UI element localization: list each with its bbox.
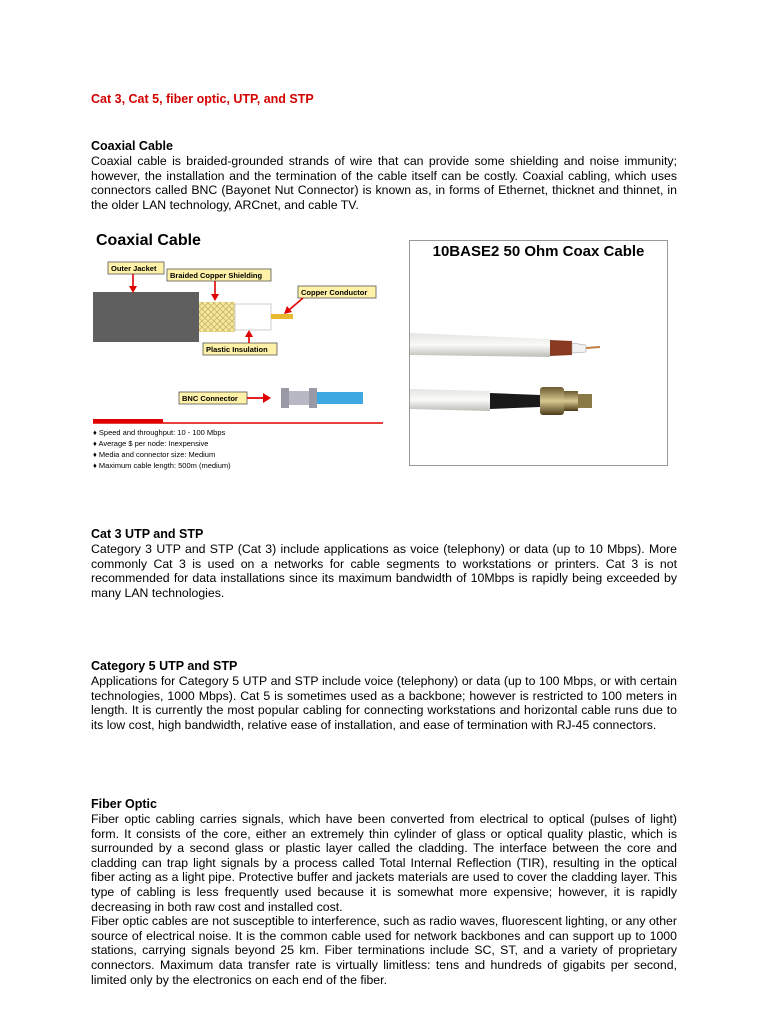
spec-line: ♦ Speed and throughput: 10 - 100 Mbps	[93, 428, 226, 437]
page-title: Cat 3, Cat 5, fiber optic, UTP, and STP	[91, 92, 314, 106]
upper-cable-conductor	[586, 347, 600, 348]
spec-line: ♦ Average $ per node: Inexpensive	[93, 439, 209, 448]
fiber-section	[91, 797, 677, 987]
outer-jacket-shape	[93, 292, 199, 342]
photo-title: 10BASE2 50 Ohm Coax Cable	[432, 243, 645, 260]
upper-cable-braid	[550, 340, 572, 356]
cat5-heading: Category 5 UTP and STP	[91, 659, 238, 673]
coax-photo	[409, 240, 668, 466]
upper-cable	[410, 333, 550, 357]
diagram-divider-accent	[93, 419, 163, 423]
copper-conductor-arrow	[289, 298, 303, 310]
bnc-body	[564, 391, 578, 411]
coax-photo-svg	[410, 241, 667, 465]
coaxial-diagram	[91, 228, 387, 478]
bnc-connector-arrowhead	[263, 393, 271, 403]
plastic-insulation-label: Plastic Insulation	[206, 345, 268, 354]
fiber-body-1: Fiber optic cabling carries signals, which have been converted from electrical to optical (pulses of light) form. It consists of the core, either an extremely thin cylinder of glass or optical quality plastic, which is surrounded by a second glass or plastic layer called the cladding. The interface between the core and cladding can trap light signals by a process called Total Internal Reflection (TIR), resulting in the optical fiber acting as a light pipe. Protective buffer and jackets materials are used to cover the cladding layer. This type of cabling is less frequently used because it is somewhat more expensive; however, it is rapidly decreasing in both raw cost and installed cost.	[91, 812, 677, 914]
bnc-connector-body	[289, 391, 309, 405]
bnc-cable-shape	[317, 392, 363, 404]
upper-cable-insulation	[572, 343, 586, 353]
spec-line: ♦ Media and connector size: Medium	[93, 450, 216, 459]
coaxial-diagram-svg	[91, 228, 387, 478]
braided-shielding-arrowhead	[211, 294, 219, 301]
cat3-section	[91, 527, 677, 600]
bnc-boot	[490, 393, 540, 409]
cat5-section	[91, 659, 677, 732]
fiber-heading: Fiber Optic	[91, 797, 157, 811]
bnc-tip	[578, 394, 592, 408]
cat3-heading: Cat 3 UTP and STP	[91, 527, 204, 541]
diagram-title: Coaxial Cable	[96, 232, 201, 249]
plastic-insulation-shape	[235, 304, 271, 330]
copper-conductor-label: Copper Conductor	[301, 288, 368, 297]
coaxial-section	[91, 139, 677, 212]
cat3-body: Category 3 UTP and STP (Cat 3) include applications as voice (telephony) or data (up to 10 Mbps). More commonly Cat 3 is used on a networks for cable segments to workstations or printers. Cat 3 is not recommended for data installations since its maximum bandwidth of 10Mbps is rapidly being exceeded by many LAN technologies.	[91, 542, 677, 600]
copper-conductor-shape	[271, 314, 293, 319]
coaxial-heading: Coaxial Cable	[91, 139, 173, 153]
cat5-body: Applications for Category 5 UTP and STP include voice (telephony) or data (up to 100 Mbps, or with certain technologies, 1000 Mbps). Cat 5 is sometimes used as a backbone; however is restricted to 100 meters in length. It is currently the most popular cabling for connecting workstations and horizontal cable runs due to its low cost, high bandwidth, relative ease of installation, and ease of termination with RJ-45 connectors.	[91, 674, 677, 732]
copper-conductor-arrowhead	[284, 306, 292, 314]
plastic-insulation-arrowhead	[245, 330, 253, 337]
bnc-nut	[540, 387, 564, 415]
fiber-body-2: Fiber optic cables are not susceptible to interference, such as radio waves, fluorescent lighting, or any other source of electrical noise. It is the common cable used for network backbones and can support up to 1000 stations, carrying signals beyond 25 km. Fiber terminations include SC, ST, and a variety of proprietary connectors. Maximum data transfer rate is virtually limitless: tens and hundreds of gigabits per second, limited only by the electronics on each end of the fiber.	[91, 914, 677, 987]
braided-shield-shape	[199, 302, 235, 332]
bnc-connector-collar	[281, 388, 289, 408]
outer-jacket-arrowhead	[129, 286, 137, 293]
braided-shielding-label: Braided Copper Shielding	[170, 271, 263, 280]
bnc-connector-collar-2	[309, 388, 317, 408]
outer-jacket-label: Outer Jacket	[111, 264, 157, 273]
lower-cable	[410, 389, 490, 411]
bnc-connector-label: BNC Connector	[182, 394, 238, 403]
spec-line: ♦ Maximum cable length: 500m (medium)	[93, 461, 231, 470]
coaxial-body: Coaxial cable is braided-grounded strands of wire that can provide some shielding and noise immunity; however, the installation and the termination of the cable itself can be costly. Coaxial cabling, which uses connectors called BNC (Bayonet Nut Connector) is known as, in forms of Ethernet, thicknet and thinnet, in the older LAN technology, ARCnet, and cable TV.	[91, 154, 677, 212]
